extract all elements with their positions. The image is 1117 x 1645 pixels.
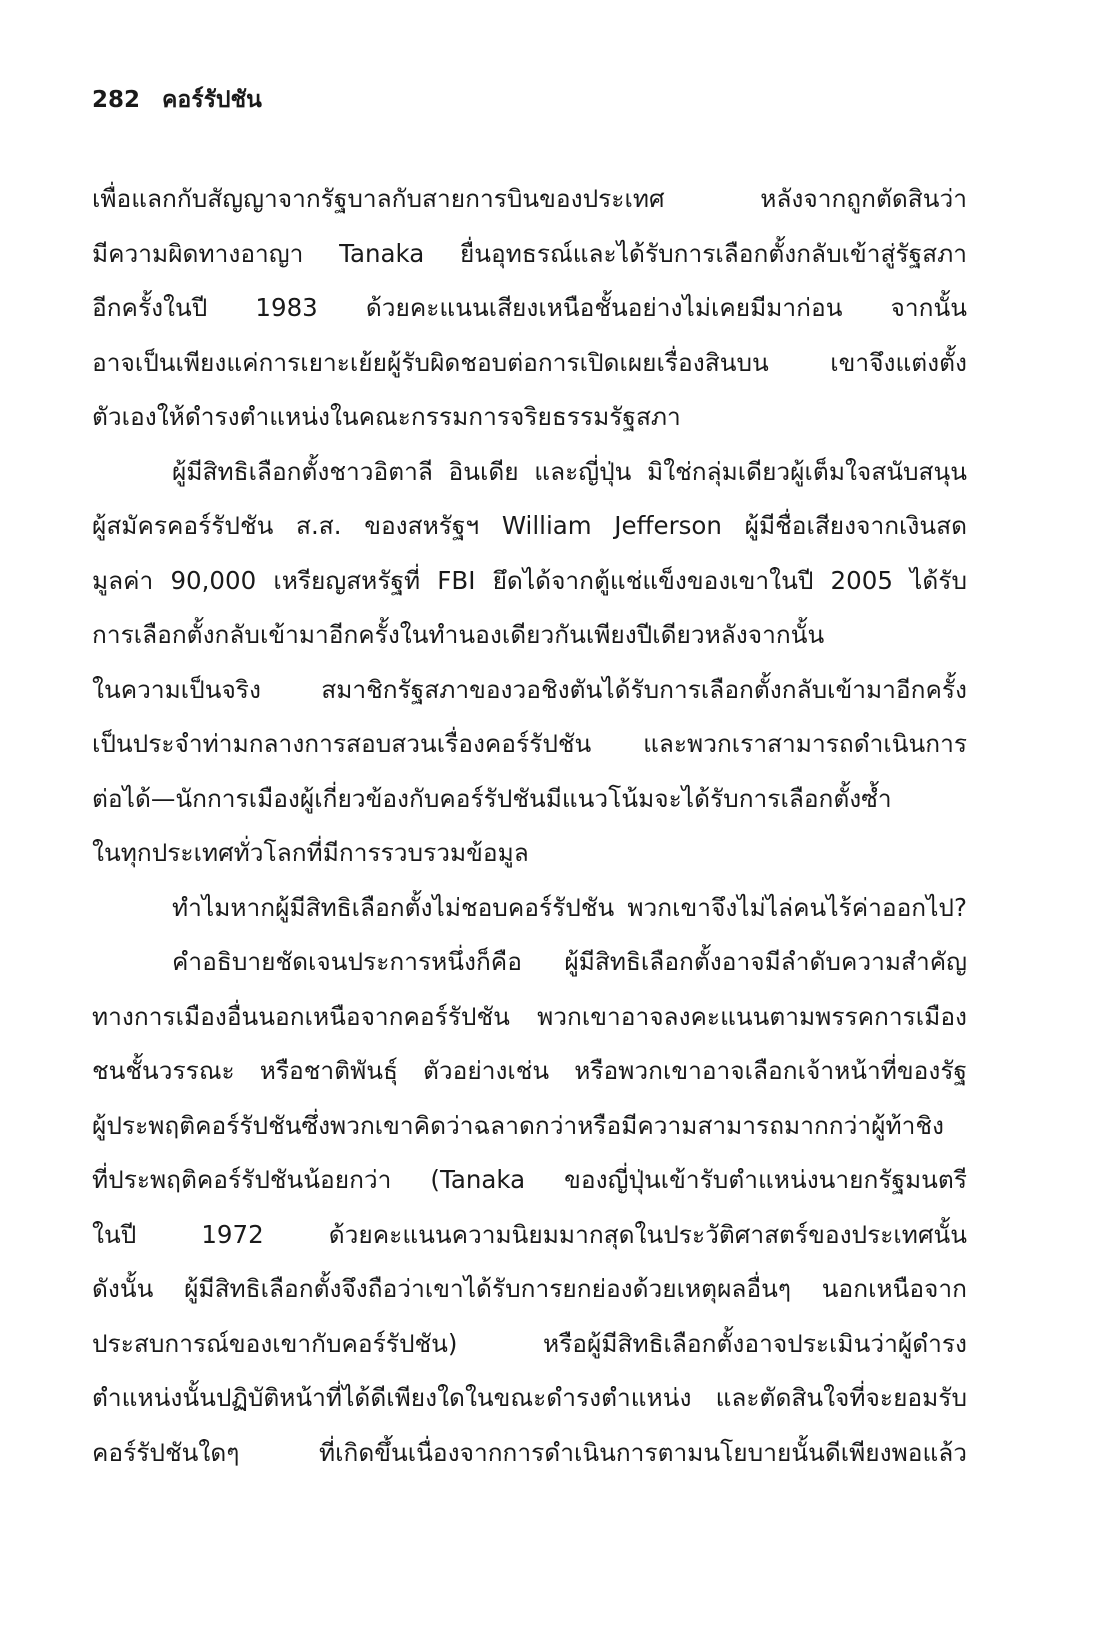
paragraph bbox=[92, 881, 967, 936]
text-line: ตัวเองให้ดำรงตำแหน่งในคณะกรรมการจริยธรรมรัฐสภา bbox=[92, 402, 681, 431]
text-line: เพื่อแลกกับสัญญาจากรัฐบาลกับสายการบินของประเทศ หลังจากถูกตัดสินว่า bbox=[92, 184, 967, 213]
paragraph bbox=[92, 445, 967, 881]
book-title: คอร์รัปชัน bbox=[162, 87, 262, 113]
paragraph bbox=[92, 935, 967, 1480]
text-line: ประสบการณ์ของเขากับคอร์รัปชัน) หรือผู้มีสิทธิเลือกตั้งอาจประเมินว่าผู้ดำรง bbox=[92, 1328, 967, 1358]
text-line: มีความผิดทางอาญา Tanaka ยื่นอุทธรณ์และได้รับการเลือกตั้งกลับเข้าสู่รัฐสภา bbox=[92, 238, 967, 268]
text-line: ในทุกประเทศทั่วโลกที่มีการรวบรวมข้อมูล bbox=[92, 838, 529, 867]
running-head bbox=[92, 84, 262, 116]
text-line: มูลค่า 90,000 เหรียญสหรัฐที่ FBI ยึดได้จากตู้แช่แข็งของเขาในปี 2005 ได้รับ bbox=[92, 565, 967, 595]
body-text bbox=[92, 172, 967, 1480]
text-line: ทางการเมืองอื่นนอกเหนือจากคอร์รัปชัน พวกเขาอาจลงคะแนนตามพรรคการเมือง bbox=[92, 1001, 967, 1031]
text-line: ในปี 1972 ด้วยคะแนนความนิยมมากสุดในประวัติศาสตร์ของประเทศนั้น bbox=[92, 1219, 967, 1249]
text-line: ในความเป็นจริง สมาชิกรัฐสภาของวอชิงตันได้รับการเลือกตั้งกลับเข้ามาอีกครั้ง bbox=[92, 674, 967, 704]
text-line: ดังนั้น ผู้มีสิทธิเลือกตั้งจึงถือว่าเขาได้รับการยกย่องด้วยเหตุผลอื่นๆ นอกเหนือจาก bbox=[92, 1274, 967, 1303]
text-line: ที่ประพฤติคอร์รัปชันน้อยกว่า (Tanaka ของญี่ปุ่นเข้ารับตำแหน่งนายกรัฐมนตรี bbox=[92, 1165, 967, 1194]
text-line: อาจเป็นเพียงแค่การเยาะเย้ยผู้รับผิดชอบต่อการเปิดเผยเรื่องสินบน เขาจึงแต่งตั้ง bbox=[92, 347, 967, 377]
text-line: ผู้ประพฤติคอร์รัปชันซึ่งพวกเขาคิดว่าฉลาดกว่าหรือมีความสามารถมากกว่าผู้ท้าชิง bbox=[92, 1110, 944, 1140]
text-line: เป็นประจำท่ามกลางการสอบสวนเรื่องคอร์รัปชัน และพวกเราสามารถดำเนินการ bbox=[92, 729, 967, 758]
text-line: การเลือกตั้งกลับเข้ามาอีกครั้งในทำนองเดียวกันเพียงปีเดียวหลังจากนั้น bbox=[92, 620, 825, 649]
text-line: คำอธิบายชัดเจนประการหนึ่งก็คือ ผู้มีสิทธิเลือกตั้งอาจมีลำดับความสำคัญ bbox=[172, 947, 967, 976]
text-line: ผู้มีสิทธิเลือกตั้งชาวอิตาลี อินเดีย และญี่ปุ่น มิใช่กลุ่มเดียวผู้เต็มใจสนับสนุน bbox=[172, 456, 967, 486]
text-line: ต่อได้—นักการเมืองผู้เกี่ยวข้องกับคอร์รัปชันมีแนวโน้มจะได้รับการเลือกตั้งซ้ำ bbox=[92, 783, 892, 813]
text-line: ชนชั้นวรรณะ หรือชาติพันธุ์ ตัวอย่างเช่น หรือพวกเขาอาจเลือกเจ้าหน้าที่ของรัฐ bbox=[92, 1056, 967, 1085]
text-line: อีกครั้งในปี 1983 ด้วยคะแนนเสียงเหนือชั้นอย่างไม่เคยมีมาก่อน จากนั้น bbox=[92, 293, 967, 322]
text-line: ผู้สมัครคอร์รัปชัน ส.ส. ของสหรัฐฯ William Jefferson ผู้มีชื่อเสียงจากเงินสด bbox=[92, 511, 967, 540]
text-line: ตำแหน่งนั้นปฏิบัติหน้าที่ได้ดีเพียงใดในขณะดำรงตำแหน่ง และตัดสินใจที่จะยอมรับ bbox=[92, 1383, 967, 1412]
text-line: ทำไมหากผู้มีสิทธิเลือกตั้งไม่ชอบคอร์รัปชัน พวกเขาจึงไม่ไล่คนไร้ค่าออกไป? bbox=[172, 892, 967, 922]
paragraph bbox=[92, 172, 967, 445]
page-number: 282 bbox=[92, 87, 141, 113]
text-line: คอร์รัปชันใดๆ ที่เกิดขึ้นเนื่องจากการดำเนินการตามนโยบายนั้นดีเพียงพอแล้ว bbox=[92, 1437, 967, 1467]
